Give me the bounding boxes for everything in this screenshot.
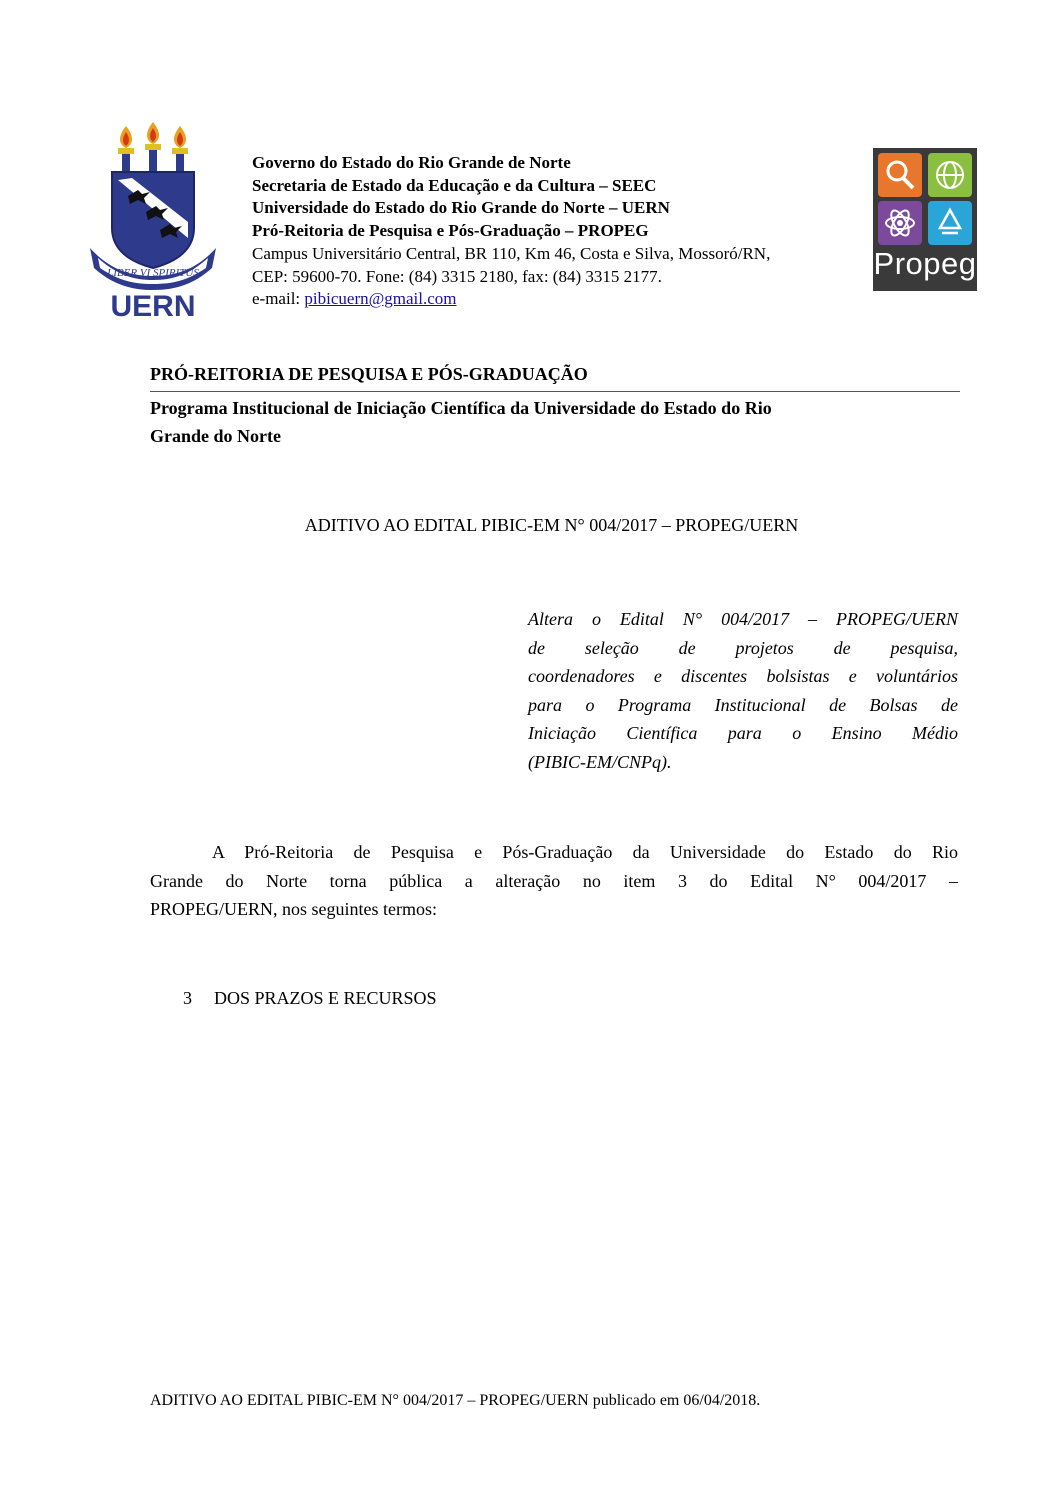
ementa-line: de seleção de projetos de pesquisa, <box>528 637 958 658</box>
ementa-line: para o Programa Institucional de Bolsas de <box>528 694 958 715</box>
footer: ADITIVO AO EDITAL PIBIC-EM N° 004/2017 – PROPEG/UERN publicado em 06/04/2018. <box>150 1392 761 1409</box>
ementa-line: Iniciação Científica para o Ensino Médio <box>528 723 958 743</box>
ementa-line: (PIBIC-EM/CNPq). <box>528 751 672 772</box>
section-number: 3 <box>183 988 192 1008</box>
email-link[interactable]: pibicuern@gmail.com <box>304 289 457 309</box>
propeg-wordmark: Propeg <box>873 246 977 281</box>
header-address-line-1: Campus Universitário Central, BR 110, Km 46, Costa e Silva, Mossoró/RN, <box>252 243 771 263</box>
body-line: A Pró-Reitoria de Pesquisa e Pós-Graduação da Universidade do Estado do Rio <box>212 842 958 862</box>
program-title-line: Grande do Norte <box>150 426 281 446</box>
header-email-line <box>252 288 770 311</box>
body-line: Grande do Norte torna pública a alteração no item 3 do Edital N° 004/2017 – <box>150 870 958 891</box>
torch-flames-icon <box>118 122 188 172</box>
body-paragraph <box>150 838 958 924</box>
divider <box>150 391 960 392</box>
uern-wordmark: UERN <box>110 290 196 323</box>
email-label: e-mail: <box>252 289 305 309</box>
ementa <box>528 605 958 776</box>
recycle-icon <box>928 201 972 245</box>
body-line: PROPEG/UERN, nos seguintes termos: <box>150 899 438 919</box>
institution-header <box>252 152 770 311</box>
section-title: PRÓ-REITORIA DE PESQUISA E PÓS-GRADUAÇÃO <box>150 364 588 384</box>
magnifier-icon <box>878 153 922 197</box>
header-line-government: Governo do Estado do Rio Grande de Norte <box>252 153 571 172</box>
section-3-heading <box>183 988 437 1009</box>
propeg-logo <box>873 148 977 291</box>
atom-icon <box>878 201 922 245</box>
uern-logo <box>88 118 218 323</box>
header-address-line-2: CEP: 59600-70. Fone: (84) 3315 2180, fax: (84) 3315 2177. <box>252 266 662 286</box>
program-title <box>150 394 940 450</box>
uern-crest-icon <box>88 118 218 323</box>
header-line-university: Universidade do Estado do Rio Grande do Norte – UERN <box>252 198 670 218</box>
header-line-propeg: Pró-Reitoria de Pesquisa e Pós-Graduação – PROPEG <box>252 221 649 241</box>
ementa-line: Altera o Edital N° 004/2017 – PROPEG/UERN <box>528 609 958 629</box>
globe-icon <box>928 153 972 197</box>
header-line-secretariat: Secretaria de Estado da Educação e da Cultura – SEEC <box>252 175 657 195</box>
document-title: ADITIVO AO EDITAL PIBIC-EM N° 004/2017 – PROPEG/UERN <box>304 515 799 535</box>
uern-motto: LIBER VI SPIRITUS <box>107 267 199 279</box>
program-title-line: Programa Institucional de Iniciação Científica da Universidade do Estado do Rio <box>150 398 772 418</box>
section-heading-text: DOS PRAZOS E RECURSOS <box>214 988 437 1008</box>
ementa-line: coordenadores e discentes bolsistas e voluntários <box>528 666 958 686</box>
